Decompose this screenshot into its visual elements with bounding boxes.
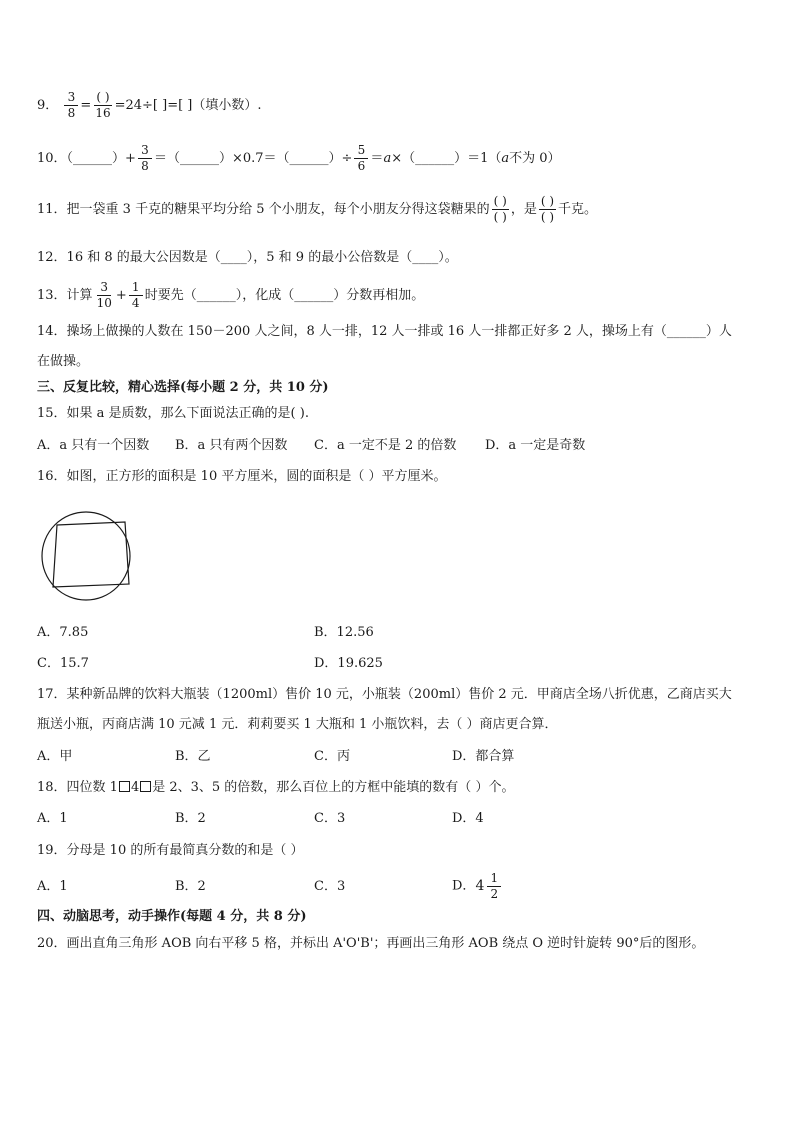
option-c: C．15.7 <box>37 656 89 671</box>
question-20: 20．画出直角三角形 AOB 向右平移 5 格，并标出 A'O'B'；再画出三角形 AOB 绕点 O 逆时针旋转 90°后的图形。 <box>37 936 705 951</box>
option-a: A．甲 <box>37 749 73 764</box>
section-heading-4: 四、动脑思考，动手操作(每题 4 分，共 8 分) <box>37 909 307 924</box>
option-d: D．都合算 <box>452 749 515 764</box>
option-c: C．3 <box>314 879 346 894</box>
question-14-line2: 在做操。 <box>37 354 90 369</box>
question-14-line1: 14．操场上做操的人数在 150－200 人之间，8 人一排，12 人一排或 16 人一排都正好多 2 人，操场上有（______）人 <box>37 324 732 339</box>
option-b: B．乙 <box>175 749 211 764</box>
option-d: D．19.625 <box>314 656 383 671</box>
option-a: A．7.85 <box>37 625 89 640</box>
option-b: B．12.56 <box>314 625 374 640</box>
question-10: 10．（______）+ $\frac{3}{8}$ ＝（______）×0.7＝（______）÷ $\frac{5}{6}$ ＝a×（______）＝1（a不为 0） <box>37 143 561 173</box>
option-d: D．4 <box>452 811 484 826</box>
option-a: A．a 只有一个因数 <box>37 438 150 453</box>
question-13: 13．计算 $\frac{3}{10}$ + $\frac{1}{4}$ 时要先（______），化成（______）分数再相加。 <box>37 280 425 310</box>
question-19: 19．分母是 10 的所有最简真分数的和是（ ） <box>37 843 304 858</box>
option-c: C．a 一定不是 2 的倍数 <box>314 438 457 453</box>
section-heading-3: 三、反复比较，精心选择(每小题 2 分，共 10 分) <box>37 380 329 395</box>
mixed-number: 4 $\frac{1}{2}$ <box>475 868 503 904</box>
question-17-line2: 瓶送小瓶，丙商店满 10 元减 1 元．莉莉要买 1 大瓶和 1 小瓶饮料，去（ ）商店更合算． <box>37 717 558 732</box>
question-9: 9． $\frac{3}{8}$ = $\frac{( )}{16}$ =24÷[ ]=[ ]（填小数）. <box>37 90 262 120</box>
fraction-blank: $\frac{( )}{( )}$ <box>493 194 507 224</box>
blank-box <box>140 781 151 792</box>
option-c: C．丙 <box>314 749 350 764</box>
fraction: $\frac{5}{6}$ <box>354 143 368 174</box>
option-a: A．1 <box>37 811 68 826</box>
fraction-blank: $\frac{( )}{16}$ <box>95 90 111 120</box>
option-a: A．1 <box>37 879 68 894</box>
inscribed-square <box>53 522 129 587</box>
option-d: D．a 一定是奇数 <box>485 438 586 453</box>
blank-box <box>119 781 130 792</box>
question-17-line1: 17．某种新品牌的饮料大瓶装（1200ml）售价 10 元，小瓶装（200ml）售价 2 元．甲商店全场八折优惠，乙商店买大 <box>37 687 732 702</box>
option-b: B．2 <box>175 879 206 894</box>
fraction: $\frac{3}{8}$ <box>64 90 78 121</box>
fraction: $\frac{3}{10}$ <box>96 280 112 310</box>
question-number: 9． <box>37 98 59 113</box>
fraction: $\frac{3}{8}$ <box>138 143 152 174</box>
circle-square-figure <box>40 510 132 602</box>
option-d: D． 4 $\frac{1}{2}$ <box>452 868 503 905</box>
question-16: 16．如图，正方形的面积是 10 平方厘米，圆的面积是（ ）平方厘米。 <box>37 469 447 484</box>
option-b: B．2 <box>175 811 206 826</box>
option-c: C．3 <box>314 811 346 826</box>
question-12: 12．16 和 8 的最大公因数是（____），5 和 9 的最小公倍数是（____）。 <box>37 250 458 265</box>
fraction-blank: $\frac{( )}{( )}$ <box>540 194 555 224</box>
option-b: B．a 只有两个因数 <box>175 438 288 453</box>
fraction: $\frac{1}{4}$ <box>129 280 143 311</box>
question-18: 18．四位数 1 4 是 2、3、5 的倍数，那么百位上的方框中能填的数有（ ）个。 <box>37 780 515 795</box>
question-11: 11．把一袋重 3 千克的糖果平均分给 5 个小朋友，每个小朋友分得这袋糖果的 $\frac{( )}{( )}$ ，是 $\frac{( )}{( )}$ 千克。 <box>37 194 598 224</box>
question-15: 15．如果 a 是质数，那么下面说法正确的是( ). <box>37 406 309 421</box>
